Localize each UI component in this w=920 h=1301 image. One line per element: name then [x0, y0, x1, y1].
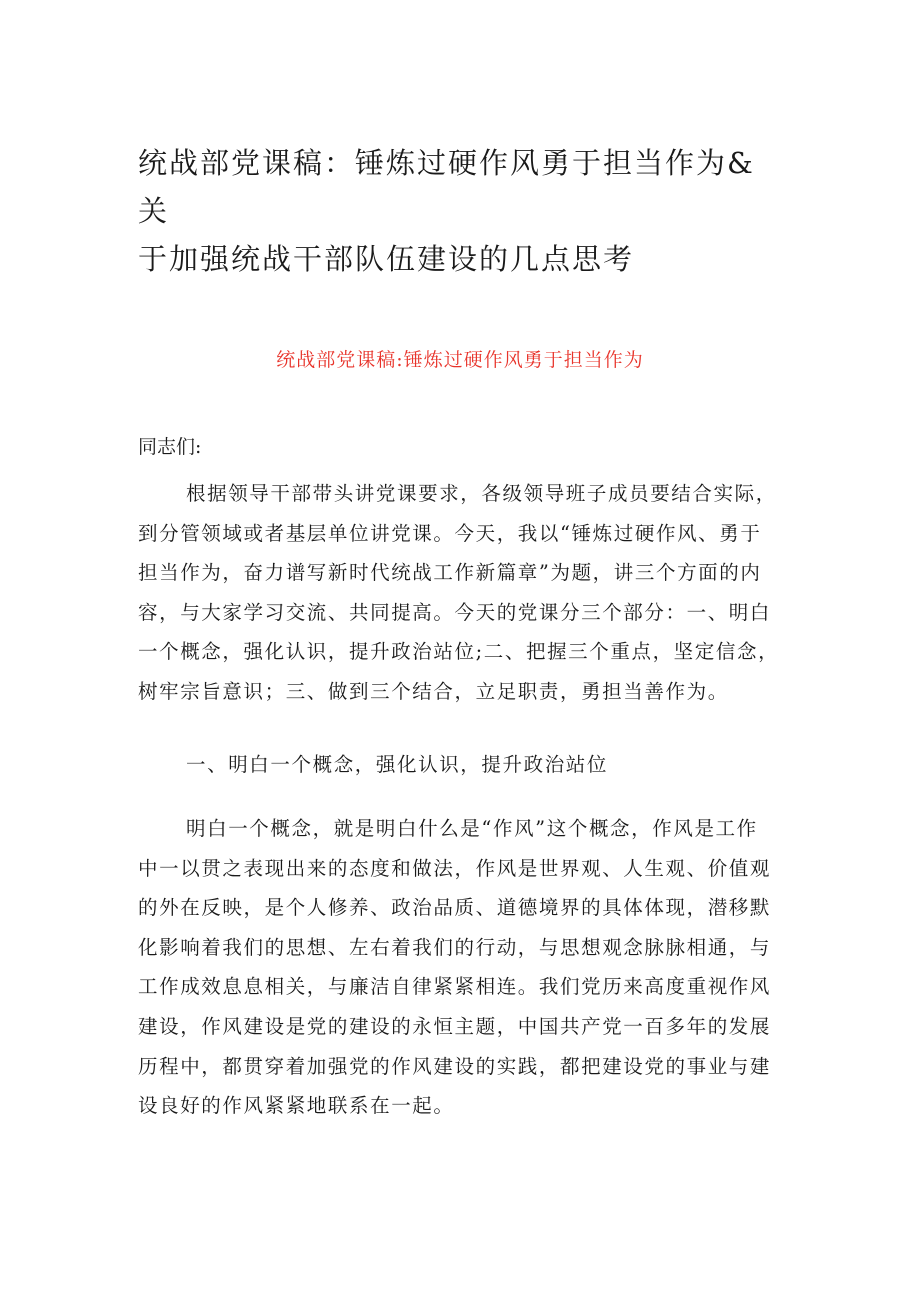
paragraph-line: 中一以贯之表现出来的态度和做法，作风是世界观、人生观、价值观	[138, 856, 772, 880]
section-1-heading: 一、明白一个概念，强化认识，提升政治站位	[186, 753, 609, 776]
paragraph-line: 工作成效息息相关，与廉洁自律紧紧相连。我们党历来高度重视作风	[138, 975, 772, 999]
greeting: 同志们:	[138, 436, 202, 458]
section-heading	[138, 745, 784, 785]
paragraph-line: 容，与大家学习交流、共同提高。今天的党课分三个部分：一、明白	[138, 600, 772, 624]
paragraph-line: 一个概念，强化认识，提升政治站位;二、把握三个重点，坚定信念，	[138, 640, 780, 664]
paragraph-line: 到分管领域或者基层单位讲党课。今天，我以“锤炼过硬作风、勇于	[138, 521, 762, 545]
document-title	[138, 139, 778, 283]
paragraph-line: 化影响着我们的思想、左右着我们的行动，与思想观念脉脉相通，与	[138, 935, 772, 959]
title-line-1: 统战部党课稿：锤炼过硬作风勇于担当作为&关	[138, 146, 755, 228]
title-line-2: 于加强统战干部队伍建设的几点思考	[138, 242, 635, 276]
paragraph-line: 建设，作风建设是党的建设的永恒主题，中国共产党一百多年的发展	[138, 1014, 772, 1038]
paragraph-line: 担当作为，奋力谱写新时代统战工作新篇章”为题，讲三个方面的内	[138, 561, 762, 585]
paragraph-line: 的外在反映，是个人修养、政治品质、道德境界的具体体现，潜移默	[138, 896, 772, 920]
paragraph-line: 明白一个概念，就是明白什么是“作风”这个概念，作风是工作	[186, 817, 758, 840]
paragraph-concept	[138, 809, 784, 1126]
paragraph-line: 根据领导干部带头讲党课要求，各级领导班子成员要结合实际，	[186, 482, 777, 505]
document-subtitle: 统战部党课稿:锤炼过硬作风勇于担当作为	[276, 349, 644, 371]
paragraph-line: 设良好的作风紧紧地联系在一起。	[138, 1094, 455, 1118]
paragraph-line: 历程中，都贯穿着加强党的作风建设的实践，都把建设党的事业与建	[138, 1054, 772, 1078]
paragraph-intro	[138, 474, 784, 712]
paragraph-line: 树牢宗旨意识；三、做到三个结合，立足职责，勇担当善作为。	[138, 679, 729, 703]
